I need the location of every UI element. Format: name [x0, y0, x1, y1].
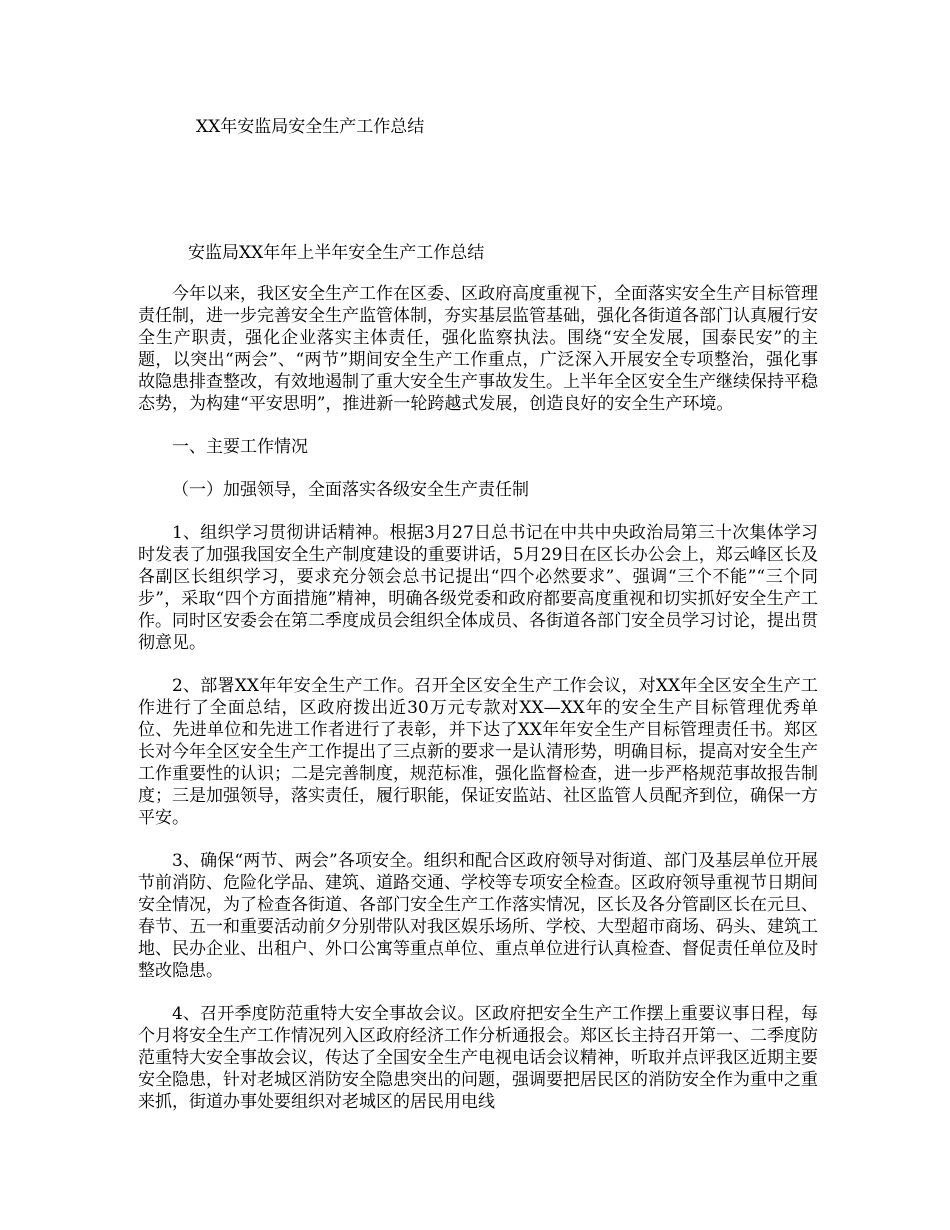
intro-paragraph: 今年以来，我区安全生产工作在区委、区政府高度重视下，全面落实安全生产目标管理责任制，进一步完善安全生产监管体制，夯实基层监管基础，强化各街道各部门认真履行安全生产职责，强化企业落实主体责任，强化监察执法。围绕“安全发展，国泰民安”的主题，以突出“两会”、“两节”期间安全生产工作重点，广泛深入开展安全专项整治，强化事故隐患排查整改，有效地遏制了重大安全生产事故发生。上半年全区安全生产继续保持平稳态势，为构建“平安思明”，推进新一轮跨越式发展，创造良好的安全生产环境。: [138, 284, 818, 414]
document-body: [138, 283, 818, 1134]
list-item: 3、确保“两节、两会”各项安全。组织和配合区政府领导对街道、部门及基层单位开展节前消防、危险化学品、建筑、道路交通、学校等专项安全检查。区政府领导重视节日期间安全情况，为了检查各街道、各部门安全生产工作落实情况，区长及各分管副区长在元旦、春节、五一和重要活动前夕分别带队对我区娱乐场所、学校、大型超市商场、码头、建筑工地、民办企业、出租户、外口公寓等重点单位、重点单位进行认真检查、督促责任单位及时整改隐患。: [138, 851, 818, 981]
list-item: 4、召开季度防范重特大安全事故会议。区政府把安全生产工作摆上重要议事日程，每个月将安全生产工作情况列入区政府经济工作分析通报会。郑区长主持召开第一、二季度防范重特大安全事故会议，传达了全国安全生产电视电话会议精神，听取并点评我区近期主要安全隐患，针对老城区消防安全隐患突出的问题，强调要把居民区的消防安全作为重中之重来抓，街道办事处要组织对老城区的居民用电线: [138, 1004, 818, 1112]
document-title: XX年安监局安全生产工作总结: [196, 117, 425, 137]
document-subtitle: 安监局XX年年上半年安全生产工作总结: [188, 243, 485, 263]
section-subheading: （一）加强领导，全面落实各级安全生产责任制: [172, 480, 529, 500]
list-item: 1、组织学习贯彻讲话精神。根据3月27日总书记在中共中央政治局第三十次集体学习时发表了加强我国安全生产制度建设的重要讲话，5月29日在区长办公会上，郑云峰区长及各副区长组织学习，要求充分领会总书记提出“四个必然要求”、强调“三个不能”“三个同步”，采取“四个方面措施”精神，明确各级党委和政府都要高度重视和切实抓好安全生产工作。同时区安委会在第二季度成员会组织全体成员、各街道各部门安全员学习讨论，提出贯彻意见。: [138, 523, 818, 653]
section-heading: 一、主要工作情况: [172, 437, 308, 457]
list-item: 2、部署XX年年安全生产工作。召开全区安全生产工作会议，对XX年全区安全生产工作进行了全面总结，区政府拨出近30万元专款对XX—XX年的安全生产目标管理优秀单位、先进单位和先进工作者进行了表彰，并下达了XX年年安全生产目标管理责任书。郑区长对今年全区安全生产工作提出了三点新的要求一是认清形势，明确目标，提高对安全生产工作重要性的认识；二是完善制度，规范标准，强化监督检查，进一步严格规范事故报告制度；三是加强领导，落实责任，履行职能，保证安监站、社区监管人员配齐到位，确保一方平安。: [138, 676, 818, 828]
